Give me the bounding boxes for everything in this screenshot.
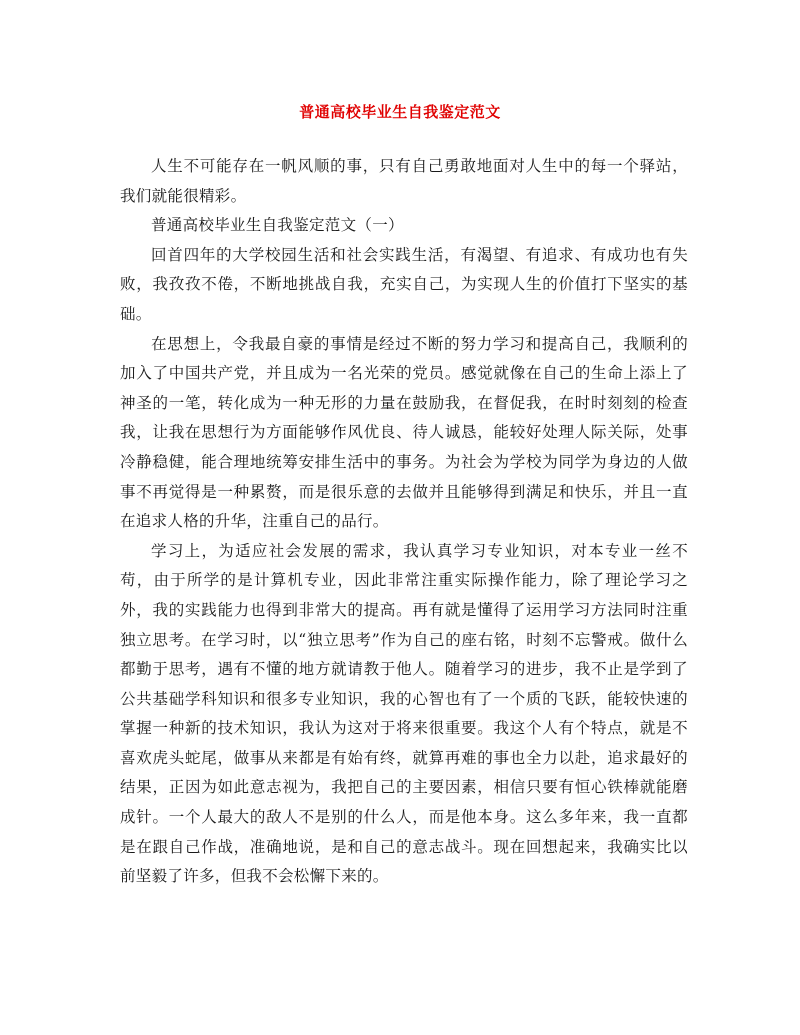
- document-title: 普通高校毕业生自我鉴定范文: [299, 103, 501, 121]
- study-paragraph: 学习上，为适应社会发展的需求，我认真学习专业知识，对本专业一丝不苟，由于所学的是计算机专业，因此非常注重实际操作能力，除了理论学习之外，我的实践能力也得到非常大的提高。再有就是懂得了运用学习方法同时注重独立思考。在学习时，以“独立思考”作为自己的座右铭，时刻不忘警戒。做什么都勤于思考，遇有不懂的地方就请教于他人。随着学习的进步，我不止是学到了公共基础学科知识和很多专业知识，我的心智也有了一个质的飞跃，能较快速的掌握一种新的技术知识，我认为这对于将来很重要。我这个人有个特点，就是不喜欢虎头蛇尾，做事从来都是有始有终，就算再难的事也全力以赴，追求最好的结果，正因为如此意志视为，我把自己的主要因素，相信只要有恒心铁棒就能磨成针。一个人最大的敌人不是别的什么人，而是他本身。这么多年来，我一直都是在跟自己作战，准确地说，是和自己的意志战斗。现在回想起来，我确实比以前坚毅了许多，但我不会松懈下来的。: [120, 541, 688, 886]
- document-body: [120, 152, 688, 892]
- review-paragraph: 回首四年的大学校园生活和社会实践生活，有渴望、有追求、有成功也有失败，我孜孜不倦，不断地挑战自我，充实自己，为实现人生的价值打下坚实的基础。: [120, 245, 688, 323]
- intro-paragraph: 人生不可能存在一帆风顺的事，只有自己勇敢地面对人生中的每一个驿站，我们就能很精彩。: [120, 157, 688, 205]
- section-heading: 普通高校毕业生自我鉴定范文（一）: [151, 216, 404, 235]
- thought-paragraph: 在思想上，令我最自豪的事情是经过不断的努力学习和提高自己，我顺利的加入了中国共产党，并且成为一名光荣的党员。感觉就像在自己的生命上添上了神圣的一笔，转化成为一种无形的力量在鼓励我，在督促我，在时时刻刻的检查我，让我在思想行为方面能够作风优良、待人诚恳，能较好处理人际关际，处事冷静稳健，能合理地统筹安排生活中的事务。为社会为学校为同学为身边的人做事不再觉得是一种累赘，而是很乐意的去做并且能够得到满足和快乐，并且一直在追求人格的升华，注重自己的品行。: [120, 334, 688, 531]
